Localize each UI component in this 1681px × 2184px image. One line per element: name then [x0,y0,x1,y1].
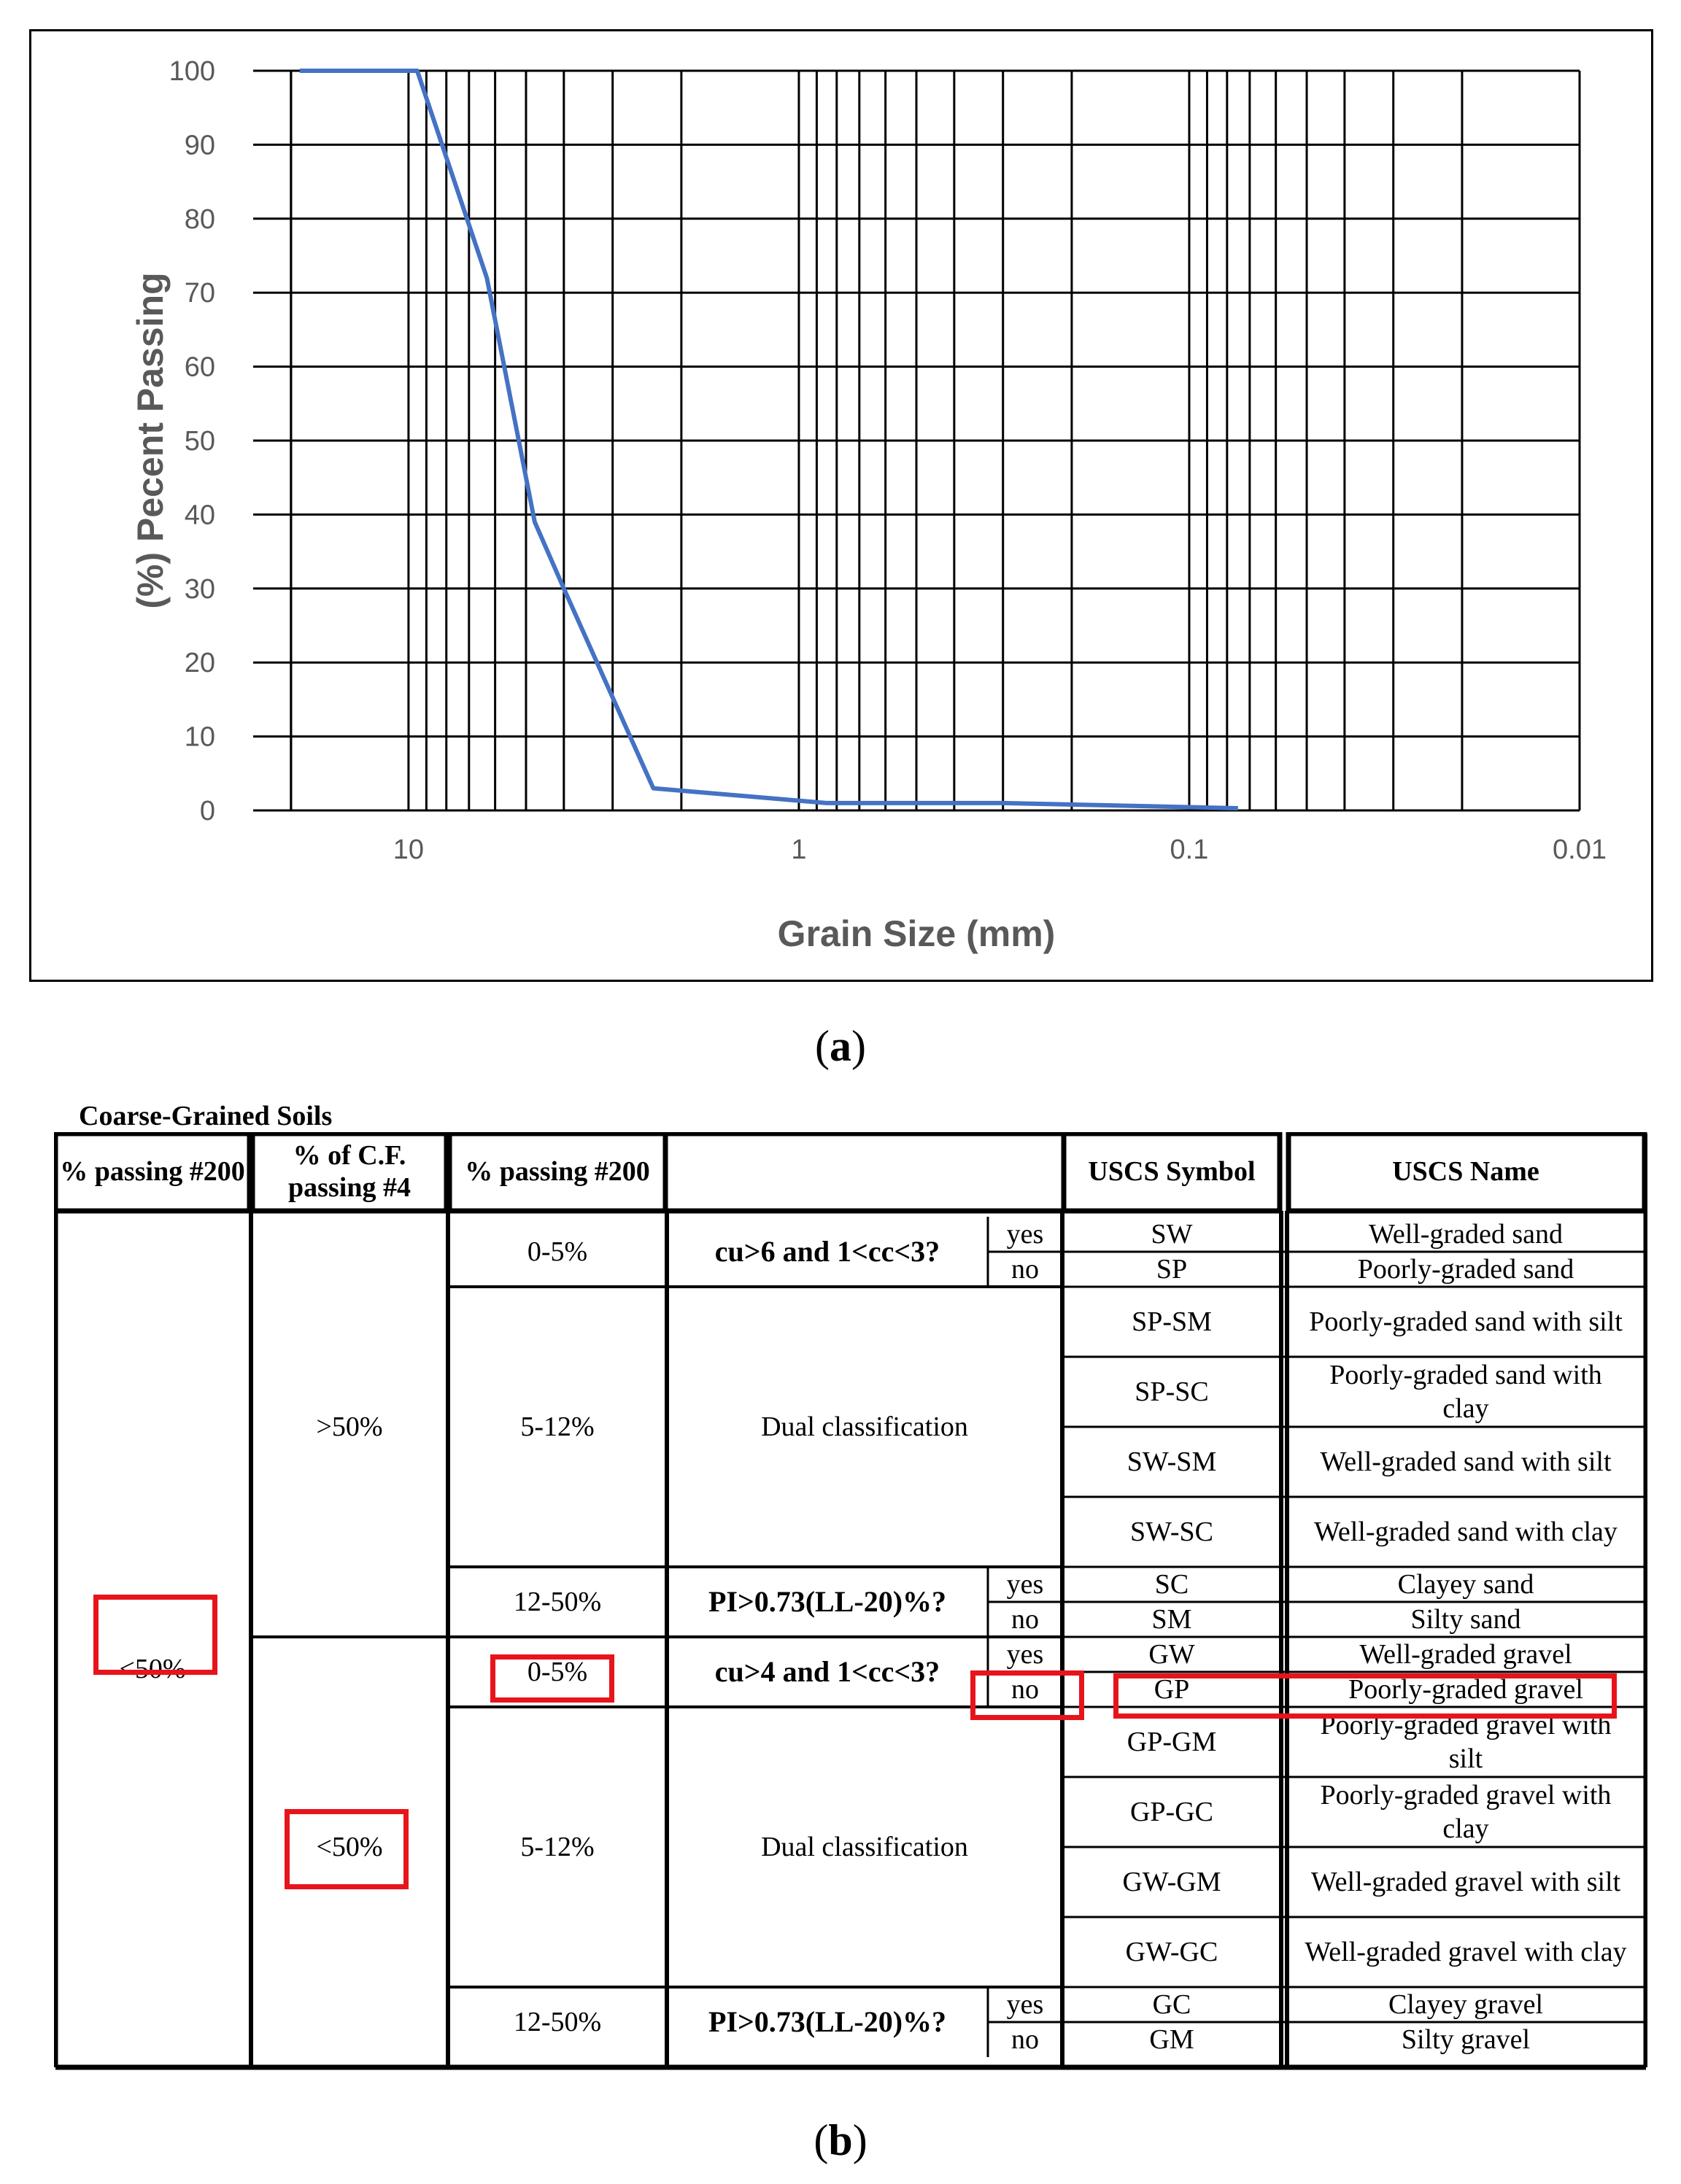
col3-range: 5-12% [520,1832,595,1862]
caption-b: (b) [814,2116,867,2164]
uscs-symbol: GC [1152,1989,1191,2020]
uscs-name: Silty sand [1410,1604,1521,1635]
uscs-symbol: SM [1151,1604,1192,1635]
col3-range: 5-12% [520,1412,595,1442]
uscs-name: Poorly-graded sand with clay [1329,1360,1602,1424]
col3-range: 0-5% [527,1236,588,1267]
uscs-symbol: SP-SM [1132,1306,1212,1337]
header-passing-200-b: % passing #200 [465,1156,650,1187]
dual-classification-gravel: Dual classification [761,1832,968,1862]
answer-yes: yes [1006,1569,1044,1600]
uscs-symbol: GM [1149,2024,1194,2055]
y-tick-label: 30 [184,573,215,605]
x-axis-label: Grain Size (mm) [777,913,1056,954]
col3-range: 0-5% [527,1657,588,1687]
uscs-name: Well-graded gravel with silt [1310,1867,1621,1897]
header-passing-200: % passing #200 [60,1156,245,1187]
answer-yes: yes [1006,1219,1044,1250]
uscs-name: Poorly-graded gravel with silt [1320,1710,1612,1774]
y-tick-label: 50 [184,426,215,457]
header-uscs-symbol: USCS Symbol [1088,1156,1256,1187]
y-tick-label: 90 [184,130,215,161]
highlight-col3-range [490,1654,614,1703]
uscs-symbol: GP [1153,1674,1190,1705]
answer-no: no [1011,1604,1039,1635]
y-tick-label: 10 [184,721,215,753]
uscs-name: Poorly-graded gravel [1348,1674,1583,1705]
question-cu6: cu>6 and 1<cc<3? [714,1235,940,1268]
uscs-name: Clayey gravel [1388,1989,1544,2020]
uscs-symbol: GW [1148,1639,1195,1670]
y-tick-label: 60 [184,352,215,383]
y-tick-label: 80 [184,204,215,235]
y-tick-label: 0 [199,796,215,826]
uscs-name: Poorly-graded sand [1357,1254,1574,1285]
uscs-symbol: SW-SM [1127,1447,1217,1477]
x-tick-label: 1 [791,835,807,865]
col3-range: 12-50% [513,1587,602,1617]
answer-no: no [1011,1254,1039,1285]
header-cf-passing-4: % of C.F. passing #4 [288,1140,411,1203]
question-cu4: cu>4 and 1<cc<3? [714,1655,940,1688]
answer-no: no [1011,2024,1039,2055]
uscs-name: Well-graded gravel [1359,1639,1572,1670]
uscs-name: Silty gravel [1401,2024,1531,2055]
uscs-name: Poorly-graded gravel with clay [1320,1780,1612,1844]
uscs-symbol: SP [1156,1254,1188,1285]
series-line [300,71,1238,808]
table-title: Coarse-Grained Soils [79,1101,333,1131]
grain-size-chart [31,31,1651,980]
x-tick-label: 0.1 [1170,835,1209,865]
uscs-name: Well-graded sand [1369,1219,1563,1250]
header-uscs-name: USCS Name [1392,1156,1539,1187]
y-axis-label: (%) Pecent Passing [130,272,171,609]
col1-value: <50% [119,1653,186,1684]
uscs-symbol: SC [1154,1569,1189,1600]
dual-classification-sand: Dual classification [761,1412,968,1442]
uscs-symbol: GW-GM [1122,1867,1221,1897]
x-tick-label: 10 [393,835,425,865]
chart-frame [29,29,1653,982]
highlight-col2-bottom [285,1809,409,1889]
highlight-col1 [93,1595,217,1675]
answer-yes: yes [1006,1989,1044,2020]
col3-range: 12-50% [513,2007,602,2037]
x-tick-label: 0.01 [1553,835,1607,865]
uscs-symbol: GP-GC [1129,1797,1214,1827]
answer-yes: yes [1006,1639,1044,1670]
highlight-gp-row [1113,1673,1617,1719]
uscs-name: Well-graded gravel with clay [1305,1937,1627,1967]
caption-a: (a) [815,1022,866,1070]
answer-no: no [1011,1674,1039,1705]
col2-top: >50% [316,1412,383,1442]
col2-bottom: <50% [316,1832,383,1862]
uscs-symbol: SW [1151,1219,1193,1250]
uscs-name: Poorly-graded sand with silt [1309,1306,1623,1337]
uscs-symbol: SP-SC [1135,1376,1209,1407]
uscs-name: Well-graded sand with clay [1314,1517,1618,1547]
highlight-answer-no [970,1670,1084,1720]
y-tick-label: 70 [184,278,215,309]
uscs-symbol: GW-GC [1125,1937,1218,1967]
question-pi-gravel: PI>0.73(LL-20)%? [708,2005,947,2038]
y-tick-label: 40 [184,500,215,531]
uscs-classification-table [54,1132,1647,2072]
y-tick-label: 20 [184,648,215,679]
uscs-name: Clayey sand [1397,1569,1534,1600]
uscs-symbol: GP-GM [1127,1727,1217,1757]
question-pi-sand: PI>0.73(LL-20)%? [708,1585,947,1618]
uscs-name: Well-graded sand with silt [1320,1447,1612,1477]
y-tick-label: 100 [169,56,215,87]
uscs-symbol: SW-SC [1129,1517,1214,1547]
